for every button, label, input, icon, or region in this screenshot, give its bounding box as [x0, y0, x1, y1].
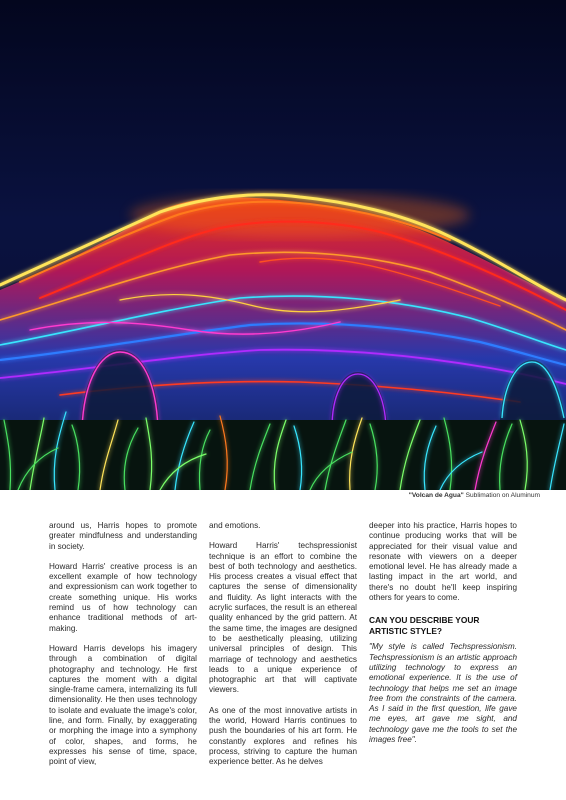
section-heading: CAN YOU DESCRIBE YOUR ARTISTIC STYLE?: [369, 615, 480, 636]
paragraph: deeper into his practice, Harris hopes to continue producing works that will be appreciated for their visual value and resonate with viewers on a deeper emotional level. He has already made a lasting impact in the art world, and there's no doubt he'll keep inspiring others for years to come.: [369, 521, 517, 603]
column-2: [209, 521, 357, 778]
paragraph: Howard Harris' creative process is an excellent example of how technology and expressionism can work together to create something unique. His works remind us of how technology can enhance traditional methods of art-making.: [49, 561, 197, 633]
artist-quote: "My style is called Techspressionism. Techspressionism is an artistic approach utilizing technology to express an emotional experience. It is the use of technology that helps me set an image free from the constraints of the camera. As I said in the first question, life gave me eyes, art gave me sight, and technology gave me the tools to set the images free".: [369, 642, 517, 745]
column-3: [369, 521, 517, 778]
article-body: [49, 521, 517, 778]
caption-medium: Sublimation on Aluminum: [465, 492, 540, 499]
paragraph: around us, Harris hopes to promote greater mindfulness and understanding in society.: [49, 521, 197, 551]
paragraph: Howard Harris' techspressionist technique is an effort to combine the best of both technology and aesthetics. His process creates a visual effect that captures the sense of dimensionality and fluidity. As light interacts with the acrylic surfaces, the result is an ethereal quality enhanced by the grid pattern. At the same time, the images are designed to be aesthetically pleasing, utilizing universal principles of design. This marriage of technology and aesthetics leads to a unique experience of photographic art that will captivate viewers.: [209, 541, 357, 695]
column-1: [49, 521, 197, 778]
paragraph: Howard Harris develops his imagery through a combination of digital photography and technology. He first captures the moment with a digital single-frame camera, internalizing its full dimensionality. He then uses technology to isolate and evaluate the image's color, line, and form. Finally, by exaggerating or morphing the image into a symphony of color, shapes, and forms, he expresses his sense of time, space, point of view,: [49, 643, 197, 767]
paragraph: and emotions.: [209, 521, 261, 530]
paragraph: As one of the most innovative artists in the world, Howard Harris continues to push the boundaries of his art form. He constantly explores and refines his process, striving to capture the human experience better. As he delves: [209, 705, 357, 767]
caption-title: "Volcan de Agua": [408, 492, 464, 499]
artwork-caption: [409, 492, 540, 499]
